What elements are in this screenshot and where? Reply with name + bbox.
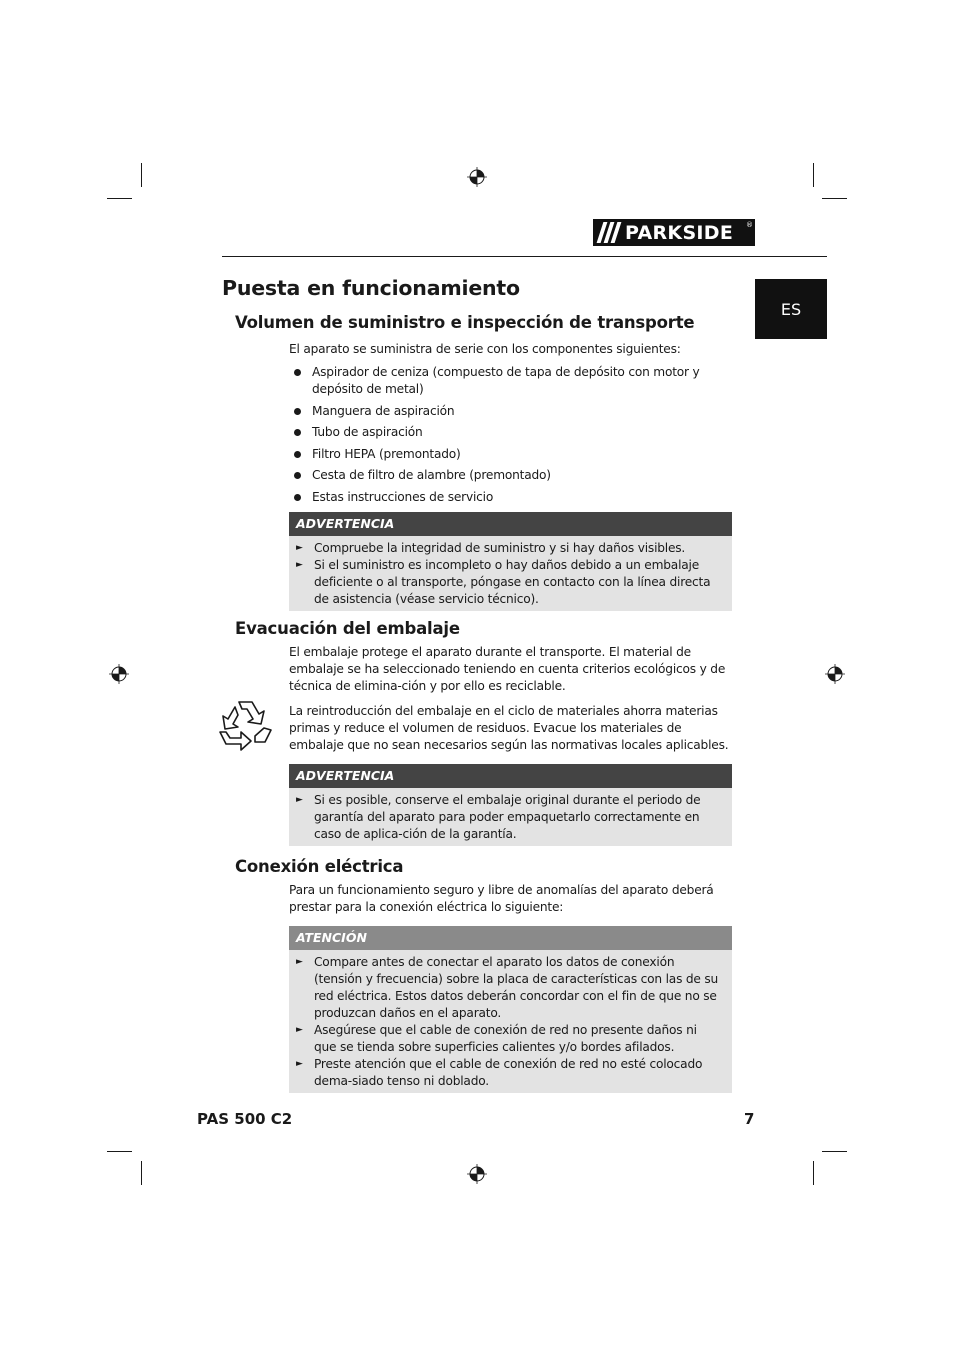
warning-label: ADVERTENCIA [289,512,732,536]
list-item: Filtro HEPA (premontado) [289,446,734,463]
list-item: Tubo de aspiración [289,424,734,441]
warning-box-supply [289,512,732,611]
list-item: ► Compare antes de conectar el aparato los datos de conexión (tensión y frecuencia) sobre la placa de características con las de su red eléctrica. Estos datos deberán concordar con el fin de que no se produzcan daños en el aparato. [296,954,720,1022]
section-heading-electrical: Conexión eléctrica [235,857,404,876]
supply-intro: El aparato se suministra de serie con los componentes siguientes: [289,342,681,356]
list-item: ► Preste atención que el cable de conexión de red no esté colocado dema-siado tenso ni doblado. [296,1056,720,1090]
packaging-paragraph-1: El embalaje protege el aparato durante el transporte. El material de embalaje se ha seleccionado teniendo en cuenta criterios ecológicos y de técnica de elimina-ción y por ello es reciclable. [289,645,726,693]
electrical-intro: Para un funcionamiento seguro y libre de anomalías del aparato deberá prestar para la conexión eléctrica lo siguiente: [289,883,714,914]
language-tab: ES [755,279,827,339]
list-item: ► Compruebe la integridad de suministro y si hay daños visibles. [296,540,720,557]
packaging-paragraph-2: La reintroducción del embalaje en el ciclo de materiales ahorra materias primas y reduce el volumen de residuos. Evacue los materiales de embalaje que no sean necesarios según las normativas locales aplicables. [289,704,729,752]
crop-mark [107,198,132,199]
brand-logo [593,219,755,246]
caution-label: ATENCIÓN [289,926,732,950]
warning-list [289,788,732,846]
recycle-icon [217,698,274,752]
list-item: Estas instrucciones de servicio [289,489,734,506]
registration-mark-icon [109,664,129,684]
list-item: Aspirador de ceniza (compuesto de tapa de depósito con motor y depósito de metal) [289,364,734,398]
list-item: Manguera de aspiración [289,403,734,420]
crop-mark [822,1151,847,1152]
crop-mark [141,1161,142,1185]
logo-slashes-icon [593,219,623,246]
crop-mark [813,1161,814,1185]
section-heading-supply: Volumen de suministro e inspección de transporte [235,313,695,332]
list-item: ► Asegúrese que el cable de conexión de red no presente daños ni que se tienda sobre superficies calientes y/o bordes afilados. [296,1022,720,1056]
crop-mark [822,198,847,199]
registration-mark-icon [467,167,487,187]
supply-list [289,364,734,510]
list-item: ► Si es posible, conserve el embalaje original durante el periodo de garantía del aparato para poder empaquetarlo correctamente en caso de aplica-ción de la garantía. [296,792,720,843]
crop-mark [107,1151,132,1152]
warning-list [289,536,732,611]
crop-mark [813,163,814,187]
header-rule [222,256,827,257]
registration-mark-icon [825,664,845,684]
page-number: 7 [744,1110,755,1128]
page-title: Puesta en funcionamiento [222,276,520,300]
warning-box-packaging [289,764,732,846]
registered-mark: ® [746,221,753,229]
registration-mark-icon [467,1164,487,1184]
section-heading-packaging: Evacuación del embalaje [235,619,460,638]
caution-list [289,950,732,1093]
crop-mark [141,163,142,187]
footer-model: PAS 500 C2 [197,1110,293,1128]
list-item: ► Si el suministro es incompleto o hay daños debido a un embalaje deficiente o al transporte, póngase en contacto con la línea directa de asistencia (véase servicio técnico). [296,557,720,608]
caution-box-electrical [289,926,732,1093]
warning-label: ADVERTENCIA [289,764,732,788]
list-item: Cesta de filtro de alambre (premontado) [289,467,734,484]
brand-name: PARKSIDE [625,221,734,244]
